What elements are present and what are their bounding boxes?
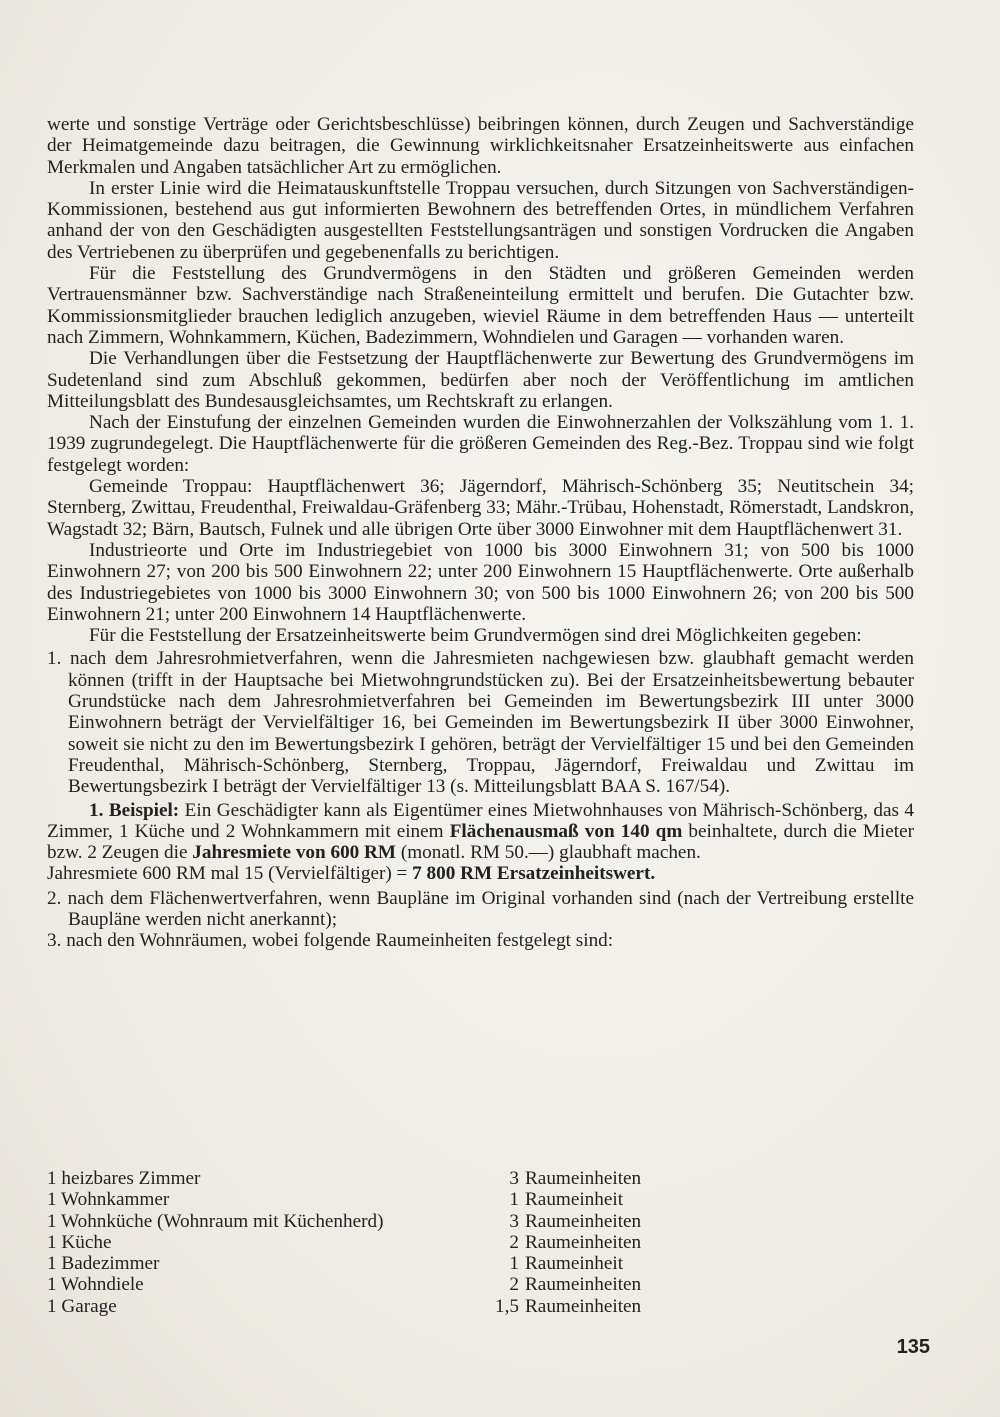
room-unit: Raumeinheiten [525, 1231, 642, 1253]
room-row [47, 1232, 687, 1253]
room-units [479, 1232, 641, 1253]
calculation-line [47, 863, 914, 884]
room-unit: Raumeinheit [525, 1189, 624, 1211]
list-item-flaechenwert: 2. nach dem Flächenwertverfahren, wenn Baupläne im Original vorhanden sind (nach der Vertreibung erstellte Baupläne werden nicht anerkannt); [47, 887, 914, 930]
example-text-b: beinhaltete, durch die Mieter bzw. 2 Zeugen die [47, 820, 914, 864]
room-name: 1 Wohnkammer [47, 1189, 170, 1211]
paragraph-hauptflaechenwerte: Die Verhandlungen über die Festsetzung der Hauptflächenwerte zur Bewertung des Grundvermögens im Sudetenland sind zum Abschluß gekommen, bedürfen aber noch der Veröffentlichung im amtlichen Mitteilungsblatt des Bundesausgleichsamtes, um Rechtskraft zu erlangen. [47, 348, 914, 412]
body-text [47, 114, 914, 952]
room-row [47, 1189, 687, 1210]
room-row [47, 1274, 687, 1295]
paragraph-industrieorte: Industrieorte und Orte im Industriegebiet von 1000 bis 3000 Einwohnern 31; von 500 bis 1000 Einwohnern 27; von 200 bis 500 Einwohnern 22; unter 200 Einwohnern 15 Hauptflächenwerte. Orte außerhalb des Industriegebietes von 1000 bis 3000 Einwohnern 30; von 500 bis 1000 Einwohnern 26; von 200 bis 500 Einwohnern 21; unter 200 Einwohnern 14 Hauptflächenwerte. [47, 539, 914, 625]
paragraph-moeglichkeiten: Für die Feststellung der Ersatzeinheitswerte beim Grundvermögen sind drei Möglichkeiten gegeben: [89, 625, 862, 647]
calc-result: 7 800 RM Ersatzeinheitswert. [412, 863, 656, 885]
room-units [479, 1189, 623, 1210]
room-count: 1,5 [495, 1295, 519, 1317]
page-number: 135 [896, 1336, 930, 1358]
paragraph-continuation: werte und sonstige Verträge oder Gerichtsbeschlüsse) beibringen können, durch Zeugen und Sachverständige der Heimatgemeinde dazu beitragen, die Gewinnung wirklichkeitsnaher Ersatzeinheitswerte aus einfachen Merkmalen und Angaben tatsächlicher Art zu ermöglichen. [47, 114, 914, 178]
room-name: 1 Garage [47, 1295, 117, 1317]
room-count: 3 [509, 1210, 519, 1232]
room-name: 1 Wohndiele [47, 1274, 144, 1296]
room-units [479, 1274, 641, 1295]
room-count: 2 [509, 1231, 519, 1253]
list-item-wohnraeume: 3. nach den Wohnräumen, wobei folgende Raumeinheiten festgelegt sind: [47, 930, 614, 952]
room-name: 1 Küche [47, 1231, 112, 1253]
room-name: 1 heizbares Zimmer [47, 1168, 201, 1189]
room-unit: Raumeinheiten [525, 1274, 642, 1296]
room-row [47, 1168, 687, 1189]
room-name: 1 Wohnküche (Wohnraum mit Küchenherd) [47, 1210, 384, 1232]
paragraph-einstufung: Nach der Einstufung der einzelnen Gemeinden wurden die Einwohnerzahlen der Volkszählung vom 1. 1. 1939 zugrundegelegt. Die Hauptflächenwerte für die größeren Gemeinden des Reg.-Bez. Troppau sind wie folgt festgelegt worden: [47, 412, 914, 476]
list-item-jahresrohmiet: 1. nach dem Jahresrohmietverfahren, wenn die Jahresmieten nachgewiesen bzw. glaubhaft gemacht werden können (trifft in der Hauptsache bei Mietwohngrundstücken zu). Bei der Ersatzeinheitsbewertung bebauter Grundstücke nach dem Jahresrohmietverfahren bei Gemeinden im Bewertungsbezirk III unter 3000 Einwohnern beträgt der Vervielfältiger 16, bei Gemeinden im Bewertungsbezirk II über 3000 Einwohner, soweit sie nicht zu den im Bewertungsbezirk I gehören, beträgt der Vervielfältiger 15 und bei den Gemeinden Freudenthal, Mährisch-Schönberg, Sternberg, Troppau, Jägerndorf, Freiwaldau und Zwittau im Bewertungsbezirk I beträgt der Vervielfältiger 13 (s. Mitteilungsblatt BAA S. 167/54). [47, 648, 914, 798]
example-area: Flächenausmaß von 140 qm [449, 820, 683, 842]
room-units [479, 1296, 641, 1317]
room-units [479, 1168, 641, 1189]
example-label: 1. Beispiel: [89, 799, 180, 821]
room-units-table [47, 1168, 687, 1317]
room-unit: Raumeinheiten [525, 1210, 642, 1232]
paragraph-heimatauskunftstelle: In erster Linie wird die Heimatauskunftstelle Troppau versuchen, durch Sitzungen von Sachverständigen-Kommissionen, bestehend aus gut informierten Bewohnern des betreffenden Ortes, in mündlichem Verfahren anhand der von den Geschädigten ausgestellten Feststellungsanträgen und sonstigen Vordrucken die Angaben des Vertriebenen zu überprüfen und gegebenenfalls zu berichtigen. [47, 177, 914, 263]
room-row [47, 1211, 687, 1232]
example-text-c: (monatl. RM 50.—) glaubhaft machen. [396, 842, 701, 864]
room-name: 1 Badezimmer [47, 1253, 160, 1275]
room-count: 3 [509, 1168, 519, 1189]
calc-text: Jahresmiete 600 RM mal 15 (Vervielfältiger) = [47, 863, 413, 885]
paragraph-beispiel [47, 800, 914, 864]
room-unit: Raumeinheiten [525, 1295, 642, 1317]
room-row [47, 1253, 687, 1274]
example-text-a: Ein Geschädigter kann als Eigentümer eines Mietwohnhauses von Mährisch-Schönberg, das 4 Zimmer, 1 Küche und 2 Wohnkammern mit einem [47, 799, 914, 842]
room-count: 2 [509, 1274, 519, 1296]
room-units [479, 1253, 623, 1274]
room-unit: Raumeinheit [525, 1253, 624, 1275]
room-units [479, 1211, 641, 1232]
paragraph-grundvermoegen-staedte: Für die Feststellung des Grundvermögens in den Städten und größeren Gemeinden werden Vertrauensmänner bzw. Sachverständige nach Straßeneinteilung ermittelt und berufen. Die Gutachter bzw. Kommissionsmitglieder brauchen lediglich anzugeben, wieviel Räume in dem betreffenden Haus — unterteilt nach Zimmern, Wohnkammern, Küchen, Badezimmern, Wohndielen und Garagen — vorhanden waren. [47, 263, 914, 348]
room-unit: Raumeinheiten [525, 1168, 642, 1189]
room-count: 1 [509, 1189, 519, 1211]
paragraph-gemeinde-troppau: Gemeinde Troppau: Hauptflächenwert 36; Jägerndorf, Mährisch-Schönberg 35; Neutitschein 34; Sternberg, Zwittau, Freudenthal, Freiwaldau-Gräfenberg 33; Mähr.-Trübau, Hohenstadt, Römerstadt, Landskron, Wagstadt 32; Bärn, Bautsch, Fulnek und alle übrigen Orte über 3000 Einwohner mit dem Hauptflächenwert 31. [47, 476, 914, 540]
room-row [47, 1296, 687, 1317]
room-count: 1 [509, 1253, 519, 1275]
example-rent: Jahresmiete von 600 RM [192, 842, 397, 864]
